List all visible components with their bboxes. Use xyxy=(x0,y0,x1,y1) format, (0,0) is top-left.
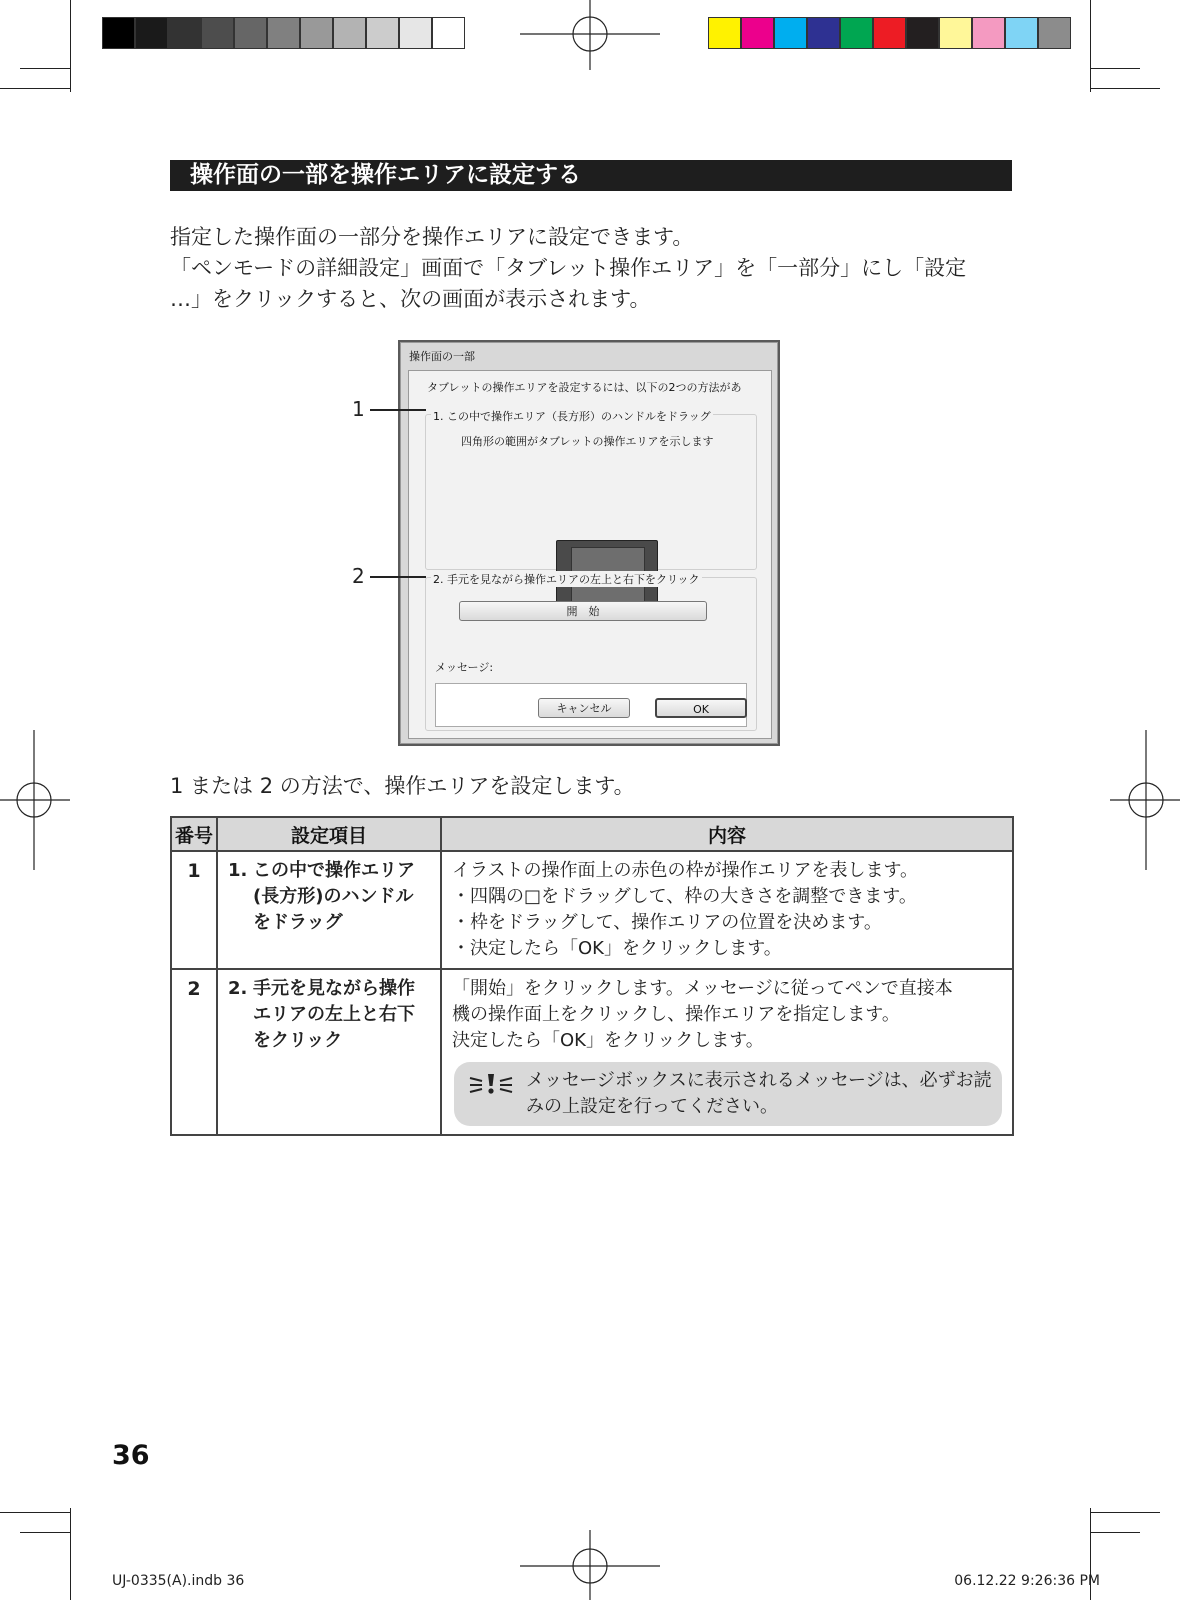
table-row xyxy=(171,969,1013,1135)
row-item xyxy=(217,851,441,969)
gray-swatch xyxy=(234,17,267,49)
footer-file-info: UJ-0335(A).indb 36 xyxy=(112,1573,245,1589)
content-line: ・枠をドラッグして、操作エリアの位置を決めます。 xyxy=(452,912,882,933)
group1-description: 四角形の範囲がタブレットの操作エリアを示します xyxy=(461,435,714,448)
dialog-body xyxy=(408,370,772,739)
content-line: イラストの操作面上の赤色の枠が操作エリアを表します。 xyxy=(452,860,919,881)
gray-swatch xyxy=(366,17,399,49)
method-text: 1 または 2 の方法で、操作エリアを設定します。 xyxy=(170,774,635,798)
gray-swatch xyxy=(432,17,465,49)
color-swatch xyxy=(1005,17,1038,49)
table-header-row xyxy=(171,817,1013,851)
row-item xyxy=(217,969,441,1135)
gray-swatch xyxy=(333,17,366,49)
row-num: 1 xyxy=(171,851,217,969)
content-line: ・四隅の□をドラッグして、枠の大きさを調整できます。 xyxy=(452,886,917,907)
color-swatch xyxy=(840,17,873,49)
gray-swatch xyxy=(102,17,135,49)
item-number: 1. xyxy=(228,860,248,881)
dialog-window xyxy=(400,342,778,744)
footer-timestamp: 06.12.22 9:26:36 PM xyxy=(954,1573,1100,1589)
registration-mark-right xyxy=(1110,730,1180,870)
item-line: (長方形)のハンドル xyxy=(253,886,414,907)
gray-swatch xyxy=(135,17,168,49)
callout-line-2 xyxy=(370,576,426,578)
ok-button[interactable]: OK xyxy=(655,698,747,718)
color-swatch xyxy=(708,17,741,49)
color-swatch xyxy=(906,17,939,49)
color-swatch xyxy=(972,17,1005,49)
item-line: エリアの左上と右下 xyxy=(253,1004,415,1025)
item-number: 2. xyxy=(228,978,248,999)
dialog-title: 操作面の一部 xyxy=(409,350,475,363)
exclamation-hint-icon xyxy=(466,1071,516,1097)
gray-swatch xyxy=(168,17,201,49)
registration-mark-bottom xyxy=(520,1530,660,1600)
item-line: この中で操作エリア xyxy=(253,860,415,881)
gray-swatch xyxy=(267,17,300,49)
color-swatch xyxy=(873,17,906,49)
table-row xyxy=(171,851,1013,969)
color-swatch xyxy=(807,17,840,49)
content-line: 決定したら「OK」をクリックします。 xyxy=(452,1030,764,1051)
intro-line: 指定した操作面の一部分を操作エリアに設定できます。 xyxy=(170,225,694,249)
header-num: 番号 xyxy=(171,817,217,851)
start-button[interactable]: 開 始 xyxy=(459,601,707,621)
cancel-button[interactable]: キャンセル xyxy=(538,698,630,718)
intro-line: …」をクリックすると、次の画面が表示されます。 xyxy=(170,287,651,311)
content-line: ・決定したら「OK」をクリックします。 xyxy=(452,938,782,959)
header-content: 内容 xyxy=(441,817,1013,851)
registration-mark-left xyxy=(0,730,70,870)
color-swatch xyxy=(774,17,807,49)
intro-text xyxy=(170,222,1015,315)
note-text: メッセージボックスに表示されるメッセージは、必ずお読みの上設定を行ってください。 xyxy=(526,1070,992,1117)
color-swatch xyxy=(741,17,774,49)
callout-number-2: 2 xyxy=(352,564,365,588)
registration-mark-top xyxy=(520,0,660,70)
item-line: 手元を見ながら操作 xyxy=(253,978,415,999)
note-box xyxy=(454,1062,1002,1126)
section-title: 操作面の一部を操作エリアに設定する xyxy=(170,160,1012,191)
settings-table xyxy=(170,816,1014,1136)
header-item: 設定項目 xyxy=(217,817,441,851)
row-num: 2 xyxy=(171,969,217,1135)
group1-label: 1. この中で操作エリア（長方形）のハンドルをドラッグ xyxy=(433,410,711,423)
item-line: をドラッグ xyxy=(253,912,343,933)
message-label: メッセージ: xyxy=(435,661,494,674)
row-content xyxy=(441,851,1013,969)
row-content xyxy=(441,969,1013,1135)
group2-label: 2. 手元を見ながら操作エリアの左上と右下をクリック xyxy=(433,573,700,586)
gray-swatch xyxy=(201,17,234,49)
content-line: 機の操作面上をクリックし、操作エリアを指定します。 xyxy=(452,1004,900,1025)
page-number: 36 xyxy=(112,1440,150,1471)
dialog-instruction: タブレットの操作エリアを設定するには、以下の2つの方法があ xyxy=(427,381,742,394)
color-swatch xyxy=(1038,17,1071,49)
intro-line: 「ペンモードの詳細設定」画面で「タブレット操作エリア」を「一部分」にし「設定 xyxy=(170,256,967,280)
content-line: 「開始」をクリックします。メッセージに従ってペンで直接本 xyxy=(452,978,953,999)
color-swatch xyxy=(939,17,972,49)
dialog-screenshot xyxy=(398,340,780,746)
item-line: をクリック xyxy=(253,1030,343,1051)
gray-swatch xyxy=(399,17,432,49)
callout-line-1 xyxy=(370,409,426,411)
gray-swatch xyxy=(300,17,333,49)
callout-number-1: 1 xyxy=(352,397,365,421)
